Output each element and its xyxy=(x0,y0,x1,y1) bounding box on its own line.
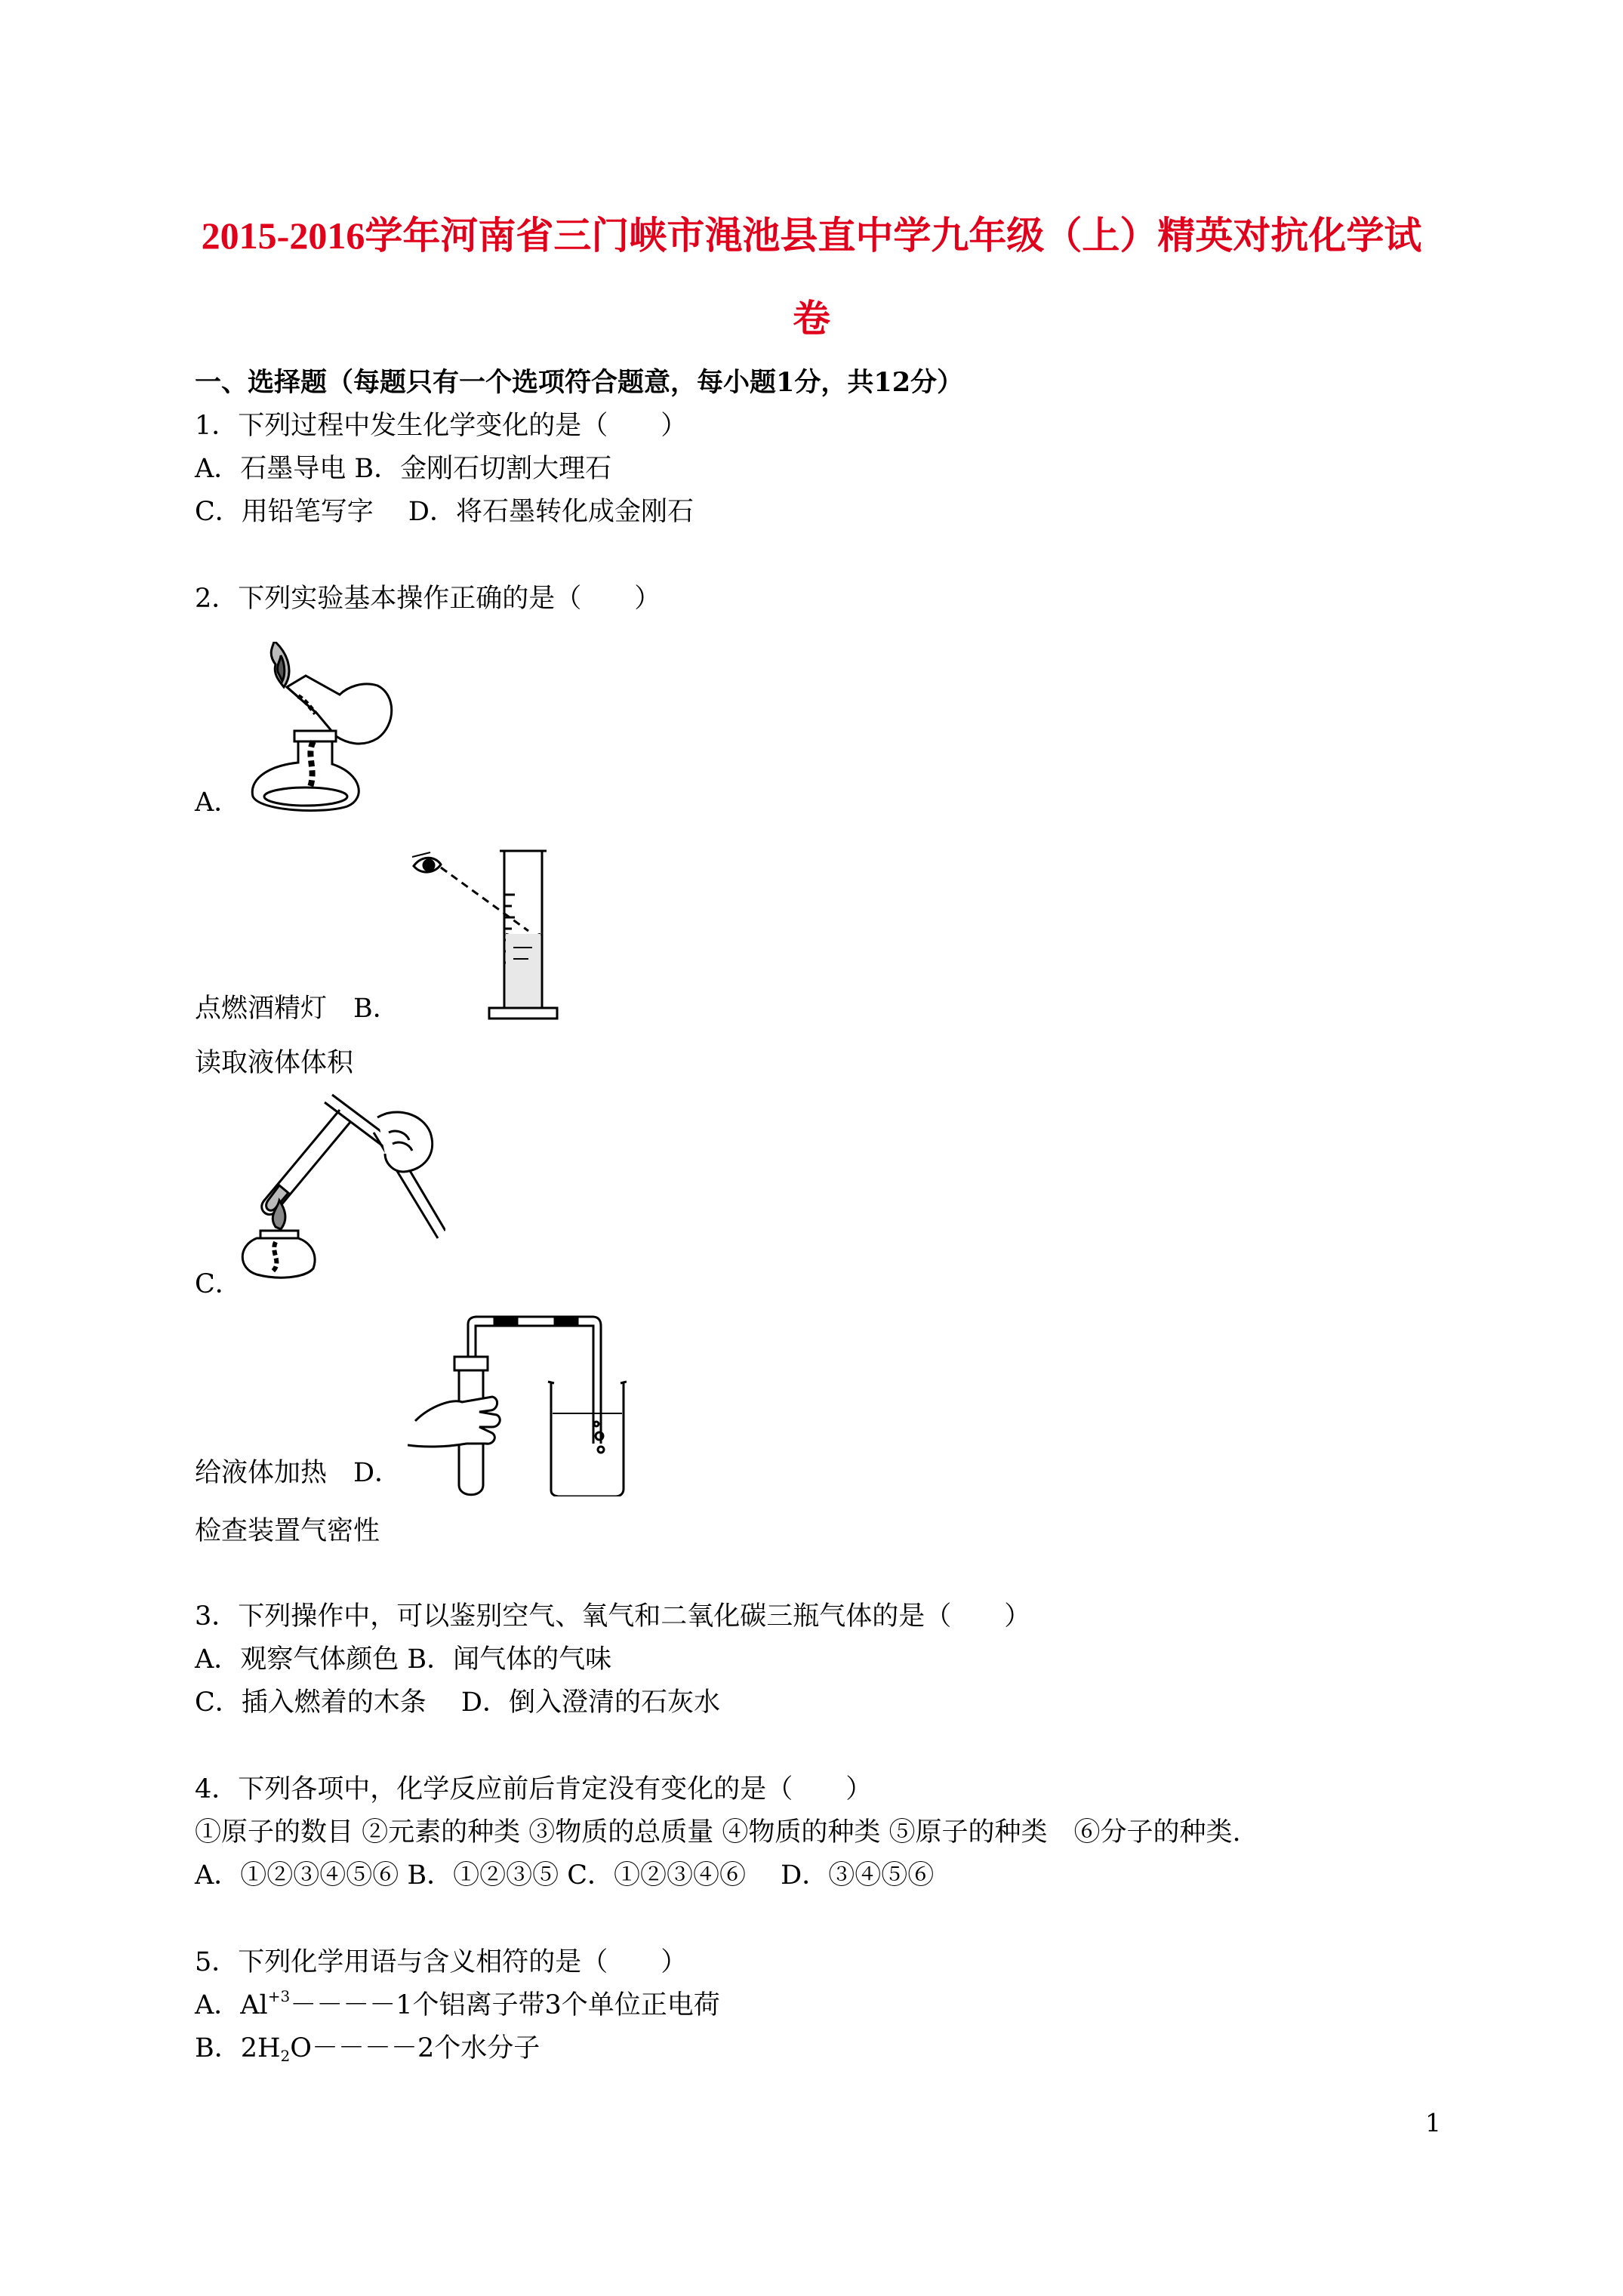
section-heading: 一、选择题（每题只有一个选项符合题意，每小题1分，共12分） xyxy=(195,367,964,398)
q4-options: A．①②③④⑤⑥ B．①②③⑤ C．①②③④⑥ D．③④⑤⑥ xyxy=(195,1860,935,1891)
q2-option-c-letter: C． xyxy=(195,1269,242,1299)
test-tube-heating-icon xyxy=(234,1087,445,1284)
q2-option-c-caption-d-letter: 给液体加热 D． xyxy=(195,1458,402,1488)
q5-option-b xyxy=(195,2031,540,2066)
document-title-line-1: 2015-2016学年河南省三门峡市渑池县直中学九年级（上）精英对抗化学试 xyxy=(201,214,1422,257)
q5-option-b-text: O－－－－2个水分子 xyxy=(290,2033,540,2063)
q4-items: ①原子的数目 ②元素的种类 ③物质的总质量 ④物质的种类 ⑤原子的种类 ⑥分子的种类. xyxy=(195,1817,1241,1848)
graduated-cylinder-reading-icon xyxy=(408,849,581,1031)
q3-options-cd: C．插入燃着的木条 D．倒入澄清的石灰水 xyxy=(195,1687,720,1718)
page-number: 1 xyxy=(1425,2108,1441,2137)
q1-options-cd: C．用铅笔写字 D．将石墨转化成金刚石 xyxy=(195,497,694,527)
q5-stem: 5．下列化学用语与含义相符的是（ ） xyxy=(195,1947,688,1977)
q5-option-a-text: －－－－1个铝离子带3个单位正电荷 xyxy=(290,1990,720,2020)
airtightness-check-icon xyxy=(408,1315,627,1496)
q5-option-a-prefix: A．Al xyxy=(195,1990,268,2020)
q5-option-b-subscript: 2 xyxy=(280,2047,291,2065)
q2-option-a-letter: A． xyxy=(195,787,241,818)
q5-option-b-prefix: B．2H xyxy=(195,2033,281,2063)
q2-option-d-caption: 检查装置气密性 xyxy=(195,1516,380,1546)
q2-stem: 2．下列实验基本操作正确的是（ ） xyxy=(195,584,661,614)
alcohol-lamp-lighting-icon xyxy=(234,642,404,815)
q5-option-a-charge: +3 xyxy=(267,1987,291,2005)
q2-option-a-caption-b-letter: 点燃酒精灯 B． xyxy=(195,994,399,1024)
q3-options-ab: A．观察气体颜色 B．闻气体的气味 xyxy=(195,1644,612,1675)
q5-option-a xyxy=(195,1988,720,2023)
q1-stem: 1．下列过程中发生化学变化的是（ ） xyxy=(195,411,688,441)
document-title-line-2: 卷 xyxy=(793,297,830,340)
q1-options-ab: A．石墨导电 B．金刚石切割大理石 xyxy=(195,454,612,484)
q2-option-b-caption: 读取液体体积 xyxy=(195,1048,354,1078)
q3-stem: 3．下列操作中，可以鉴别空气、氧气和二氧化碳三瓶气体的是（ ） xyxy=(195,1601,1031,1632)
q4-stem: 4．下列各项中，化学反应前后肯定没有变化的是（ ） xyxy=(195,1774,873,1804)
